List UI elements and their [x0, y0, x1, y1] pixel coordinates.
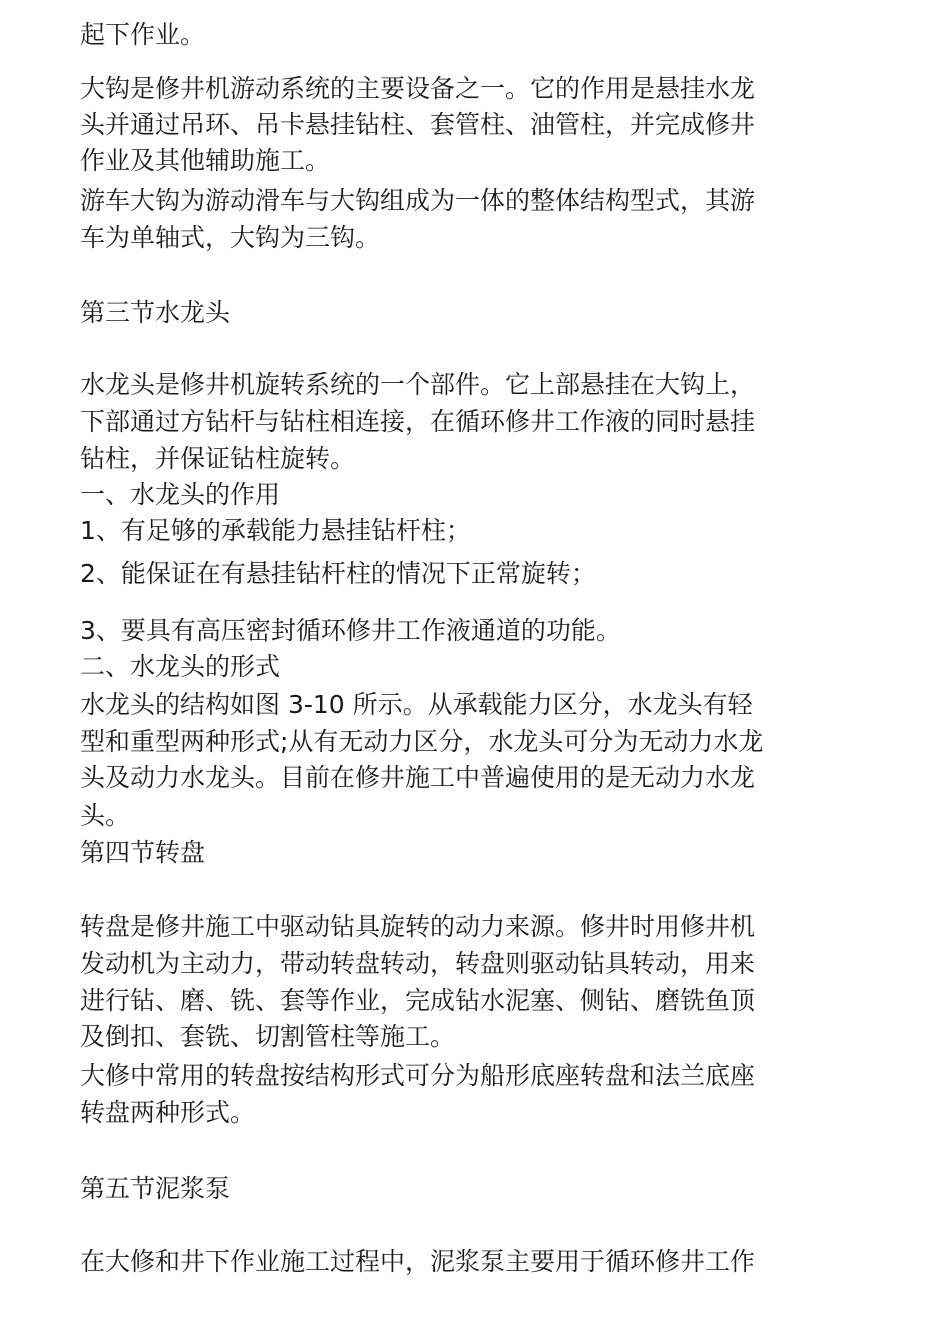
text-line: 在大修和井下作业施工过程中，泥浆泵主要用于循环修井工作 — [80, 1247, 756, 1276]
text-line: 大修中常用的转盘按结构形式可分为船形底座转盘和法兰底座 — [80, 1061, 756, 1090]
text-line: 转盘两种形式。 — [80, 1098, 256, 1127]
subheading: 二、水龙头的形式 — [80, 652, 281, 681]
text-line: 型和重型两种形式;从有无动力区分，水龙头可分为无动力水龙 — [80, 727, 764, 756]
text-line: 头并通过吊环、吊卡悬挂钻柱、套管柱、油管柱，并完成修井 — [80, 110, 756, 139]
text-line: 游车大钩为游动滑车与大钩组成为一体的整体结构型式，其游 — [80, 186, 756, 215]
text-line: 下部通过方钻杆与钻柱相连接，在循环修井工作液的同时悬挂 — [80, 407, 756, 436]
section-heading: 第五节泥浆泵 — [80, 1174, 231, 1203]
text-line: 进行钻、磨、铣、套等作业，完成钻水泥塞、侧钻、磨铣鱼顶 — [80, 986, 756, 1015]
list-item: 1、有足够的承载能力悬挂钻杆柱； — [80, 516, 471, 545]
list-item: 3、要具有高压密封循环修井工作液通道的功能。 — [80, 616, 621, 645]
text-line: 钻柱，并保证钻柱旋转。 — [80, 444, 356, 473]
text-line: 发动机为主动力，带动转盘转动，转盘则驱动钻具转动，用来 — [80, 949, 756, 978]
text-line: 作业及其他辅助施工。 — [80, 146, 331, 175]
subheading: 一、水龙头的作用 — [80, 480, 281, 509]
text-line: 起下作业。 — [80, 20, 206, 49]
text-line: 车为单轴式，大钩为三钩。 — [80, 223, 381, 252]
text-line: 及倒扣、套铣、切割管柱等施工。 — [80, 1022, 456, 1051]
text-line: 水龙头是修井机旋转系统的一个部件。它上部悬挂在大钩上， — [80, 370, 756, 399]
list-item: 2、能保证在有悬挂钻杆柱的情况下正常旋转； — [80, 559, 596, 588]
text-line: 头。 — [80, 801, 131, 830]
text-line: 水龙头的结构如图 3-10 所示。从承载能力区分，水龙头有轻 — [80, 690, 753, 719]
section-heading: 第三节水龙头 — [80, 298, 231, 327]
text-line: 大钩是修井机游动系统的主要设备之一。它的作用是悬挂水龙 — [80, 74, 756, 103]
text-line: 转盘是修井施工中驱动钻具旋转的动力来源。修井时用修井机 — [80, 912, 756, 941]
text-line: 头及动力水龙头。目前在修井施工中普遍使用的是无动力水龙 — [80, 763, 756, 792]
section-heading: 第四节转盘 — [80, 838, 206, 867]
